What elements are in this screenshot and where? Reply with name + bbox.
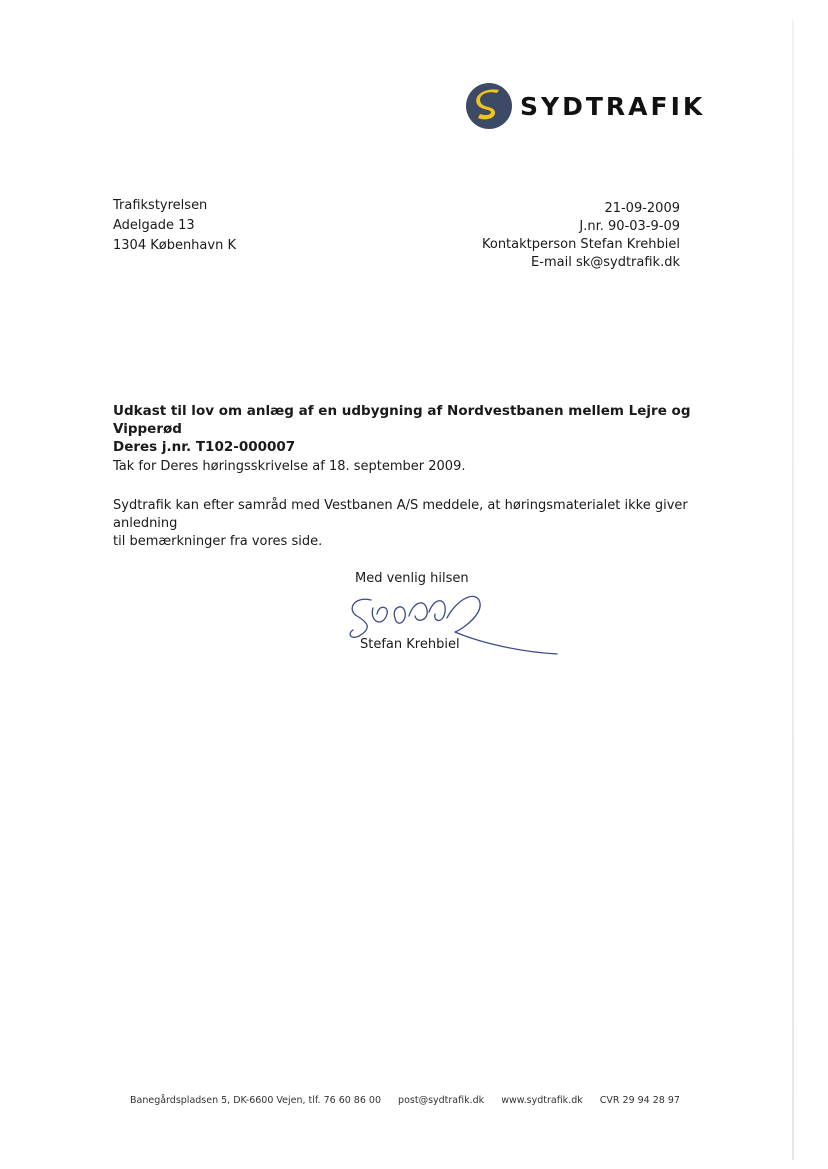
signer-name: Stefan Krehbiel (360, 637, 460, 652)
paragraph-2-line-1: Sydtrafik kan efter samråd med Vestbanen A/S meddele, at høringsmaterialet ikke giver anledning (113, 498, 688, 531)
letter-date: 21-09-2009 (604, 201, 680, 216)
journal-number: J.nr. 90-03-9-09 (579, 219, 680, 234)
paragraph-2-line-2: til bemærkninger fra vores side. (113, 534, 323, 549)
subject-reference: Deres j.nr. T102-000007 (113, 439, 296, 455)
logo-wordmark: SYDTRAFIK (520, 91, 706, 121)
footer-cvr: CVR 29 94 28 97 (599, 1095, 680, 1106)
letter-footer (130, 1095, 694, 1106)
scan-edge (792, 20, 794, 1160)
recipient-city: 1304 København K (113, 238, 236, 253)
contact-person: Kontaktperson Stefan Krehbiel (481, 237, 680, 252)
closing-greeting: Med venlig hilsen (355, 571, 469, 586)
contact-email: E-mail sk@sydtrafik.dk (531, 255, 680, 270)
footer-website: www.sydtrafik.dk (501, 1095, 583, 1106)
letter-meta (482, 200, 680, 272)
body-paragraph-1: Tak for Deres høringsskrivelse af 18. september 2009. (113, 459, 466, 474)
footer-address: Banegårdspladsen 5, DK-6600 Vejen, tlf. 76 60 86 00 (130, 1095, 382, 1106)
recipient-street: Adelgade 13 (113, 218, 195, 233)
sydtrafik-logo-icon (464, 81, 514, 131)
recipient-name: Trafikstyrelsen (113, 198, 208, 213)
body-paragraph-2 (113, 497, 723, 551)
sydtrafik-logo (464, 74, 705, 138)
recipient-address (113, 196, 236, 256)
letter-subject (113, 402, 713, 456)
footer-email: post@sydtrafik.dk (398, 1095, 485, 1106)
subject-title: Udkast til lov om anlæg af en udbygning af Nordvestbanen mellem Lejre og Vipperød (113, 403, 691, 437)
